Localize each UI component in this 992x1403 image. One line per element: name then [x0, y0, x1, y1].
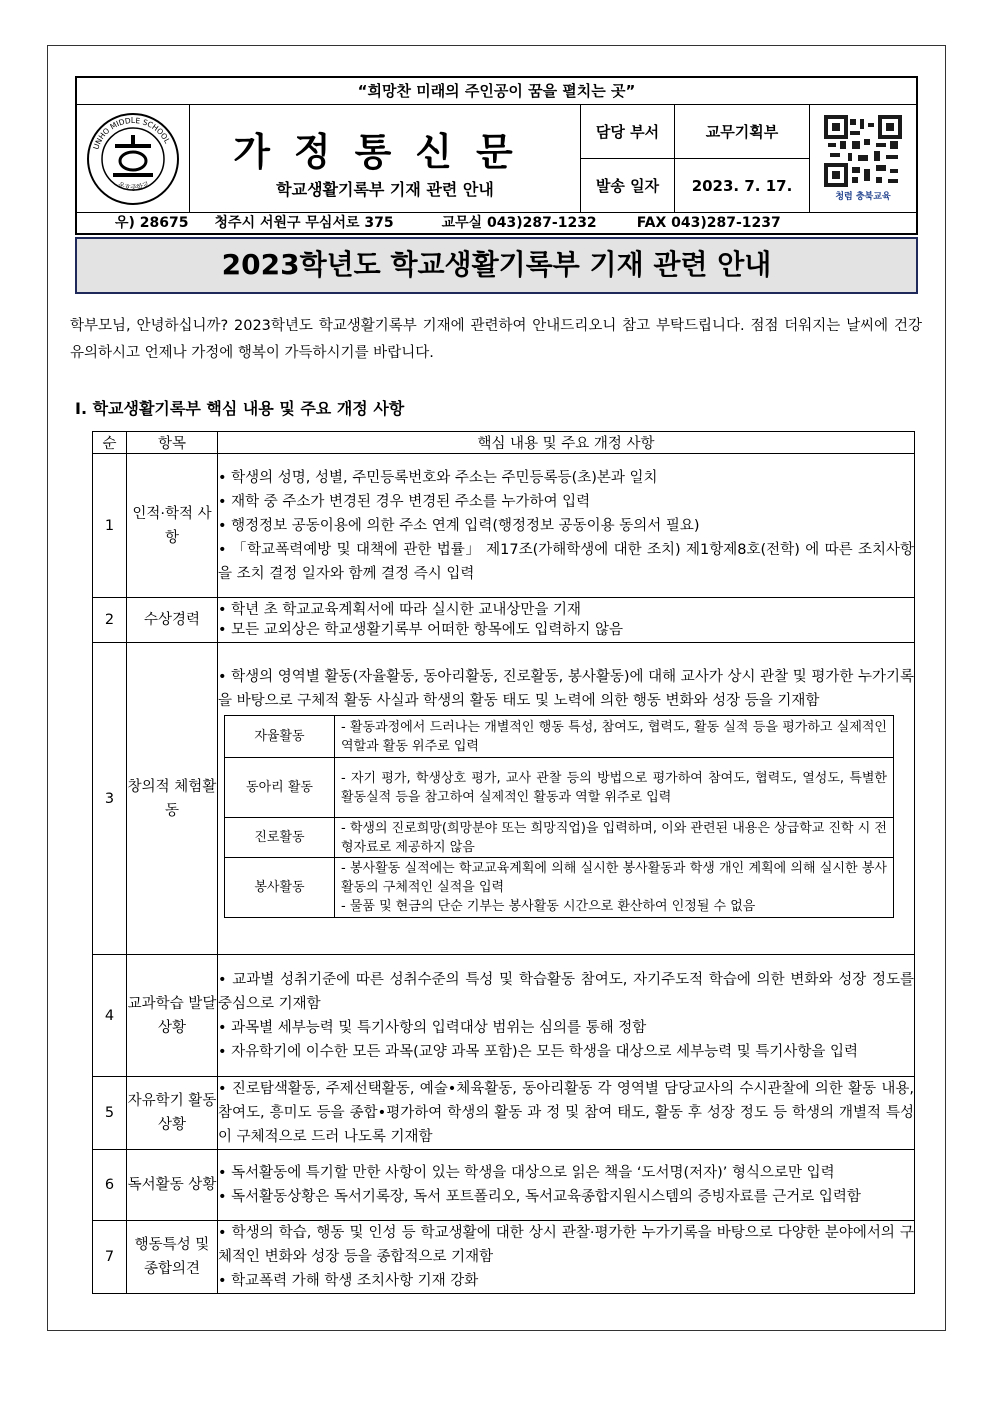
- table-row: [93, 1077, 915, 1150]
- bullet: • 학년 초 학교교육계획서에 따라 실시한 교내상만을 기재: [218, 602, 581, 618]
- street-address: 청주시 서원구 무심서로 375: [214, 215, 394, 231]
- table-row: [93, 598, 915, 643]
- bullet: • 학생의 영역별 활동(자율활동, 동아리활동, 진로활동, 봉사활동)에 대해 교사가 상시 관찰 및 평가한 누가기록을 바탕으로 구체적 활동 사실과 학생의 활동 태도 및 노력에 의한 행동 변화와 성장 등을 기재함: [218, 669, 914, 709]
- qr-caption: 청렴 충북교육: [835, 192, 891, 202]
- sub-value: - 학생의 진로희망(희망분야 또는 희망직업)을 입력하며, 이와 관련된 내용은 상급학교 진학 시 전형자료로 제공하지 않음: [335, 818, 894, 858]
- row-item: 인적·학적 사항: [127, 454, 218, 598]
- dept-value: 교무기획부: [705, 123, 779, 141]
- activity-subtable: [224, 715, 894, 918]
- bullet: • 재학 중 주소가 변경된 경우 변경된 주소를 누가하여 입력: [218, 493, 591, 510]
- row-num: 5: [93, 1077, 127, 1150]
- table-row: [93, 1221, 915, 1294]
- row-item: 자유학기 활동상황: [127, 1077, 218, 1150]
- sub-row: [225, 858, 894, 918]
- date-value: 2023. 7. 17.: [691, 176, 793, 195]
- row-item: 독서활동 상황: [127, 1150, 218, 1221]
- col-header-content: 핵심 내용 및 주요 개정 사항: [218, 432, 915, 454]
- qr-code-icon[interactable]: [824, 115, 902, 187]
- banner-title: 2023학년도 학교생활기록부 기재 관련 안내: [75, 237, 918, 294]
- row-num: 1: [93, 454, 127, 598]
- table-header-row: [93, 432, 915, 454]
- intro-paragraph: 학부모님, 안녕하십니까? 2023학년도 학교생활기록부 기재에 관련하여 안내드리오니 참고 부탁드립니다. 점점 더워지는 날씨에 건강 유의하시고 언제나 가정에 행복이 가득하시기를 바랍니다.: [70, 318, 922, 361]
- table-row: [93, 955, 915, 1077]
- row-content: [218, 454, 915, 598]
- sub-row: [225, 716, 894, 758]
- row-num: 4: [93, 955, 127, 1077]
- office-phone: 교무실 043)287-1232: [441, 215, 597, 231]
- sub-label: 봉사활동: [225, 858, 335, 918]
- school-emblem-icon: [85, 111, 181, 207]
- row-content: [218, 643, 915, 955]
- table-row: [93, 643, 915, 955]
- logo-bottom-text: 운호중학교: [116, 179, 151, 192]
- sub-value: - 자기 평가, 학생상호 평가, 교사 관찰 등의 방법으로 평가하여 참여도, 협력도, 열성도, 특별한 활동실적 등을 참고하여 실제적인 활동과 역할 위주로 입력: [335, 758, 894, 818]
- table-row: [93, 1150, 915, 1221]
- row-num: 7: [93, 1221, 127, 1294]
- bullet: • 진로탐색활동, 주제선택활동, 예술•체육활동, 동아리활동 각 영역별 담당교사의 수시관찰에 의한 활동 내용, 참여도, 흥미도 등을 종합•평가하여 학생의 활동 과 정 및 참여 태도, 활동 후 성장 정도 등 학생의 개별적 특성이 구체적으로 드러 나도록 기재함: [218, 1081, 914, 1145]
- bullet: • 학교폭력 가해 학생 조치사항 기재 강화: [218, 1273, 479, 1289]
- sub-row: [225, 758, 894, 818]
- row-content: [218, 1150, 915, 1221]
- row-item: 교과학습 발달상황: [127, 955, 218, 1077]
- row-num: 6: [93, 1150, 127, 1221]
- table-row: [93, 454, 915, 598]
- row-item: 수상경력: [127, 598, 218, 643]
- logo-ring-text: UNHO MIDDLE SCHOOL: [91, 115, 172, 151]
- bullet: • 자유학기에 이수한 모든 과목(교양 과목 포함)은 모든 학생을 대상으로 세부능력 및 특기사항을 입력: [218, 1043, 859, 1060]
- bullet: • 행정정보 공동이용에 의한 주소 연계 입력(행정정보 공동이용 동의서 필요): [218, 517, 700, 534]
- bullet: • 학생의 성명, 성별, 주민등록번호와 주소는 주민등록등(초)본과 일치: [218, 469, 658, 486]
- sub-label: 동아리 활동: [225, 758, 335, 818]
- dept-label: 담당 부서: [581, 105, 675, 158]
- slogan: “희망찬 미래의 주인공이 꿈을 펼치는 곳”: [77, 78, 916, 105]
- newsletter-subtitle: 학교생활기록부 기재 관련 안내: [276, 180, 494, 199]
- section-title: Ⅰ. 학교생활기록부 핵심 내용 및 주요 개정 사항: [75, 399, 405, 418]
- records-table: [92, 431, 915, 1294]
- sub-value-line: - 물품 및 현금의 단순 기부는 봉사활동 시간으로 환산하여 인정될 수 없음: [341, 899, 756, 914]
- row-num: 3: [93, 643, 127, 955]
- school-logo: [77, 105, 190, 212]
- sub-value: [335, 858, 894, 918]
- bullet: • 독서활동상황은 독서기록장, 독서 포트폴리오, 독서교육종합지원시스템의 증빙자료를 근거로 입력함: [218, 1189, 861, 1205]
- bullet: • 학생의 학습, 행동 및 인성 등 학교생활에 대한 상시 관찰·평가한 누가기록을 바탕으로 다양한 분야에서의 구체적인 변화와 성장 등을 종합적으로 기재함: [218, 1225, 914, 1265]
- newsletter-header: [75, 76, 918, 235]
- col-header-item: 항목: [127, 432, 218, 454]
- zip-code: 우) 28675: [115, 215, 189, 231]
- sub-value: - 활동과정에서 드러나는 개별적인 행동 특성, 참여도, 협력도, 활동 실적 등을 평가하고 실제적인 역할과 활동 위주로 입력: [335, 716, 894, 758]
- info-box: [581, 105, 810, 212]
- sub-label: 진로활동: [225, 818, 335, 858]
- row-num: 2: [93, 598, 127, 643]
- row-item: 창의적 체험활동: [127, 643, 218, 955]
- fax-number: FAX 043)287-1237: [636, 215, 781, 231]
- date-label: 발송 일자: [581, 159, 675, 212]
- row-content: [218, 955, 915, 1077]
- row-content: [218, 1221, 915, 1294]
- sub-value-line: - 봉사활동 실적에는 학교교육계획에 의해 실시한 봉사활동과 학생 개인 계획에 의해 실시한 봉사활동의 구체적인 실적을 입력: [341, 861, 887, 895]
- row-content: [218, 598, 915, 643]
- row-content: [218, 1077, 915, 1150]
- bullet: • 모든 교외상은 학교생활기록부 어떠한 항목에도 입력하지 않음: [218, 622, 623, 638]
- bullet: • 교과별 성취기준에 따른 성취수준의 특성 및 학습활동 참여도, 자기주도적 학습에 의한 변화와 성장 정도를 중심으로 기재함: [218, 971, 914, 1012]
- col-header-num: 순: [93, 432, 127, 454]
- row-item: 행동특성 및 종합의견: [127, 1221, 218, 1294]
- bullet: • 「학교폭력예방 및 대책에 관한 법률」 제17조(가해학생에 대한 조치) 제1항제8호(전학) 에 따른 조치사항을 조치 결정 일자와 함께 결정 즉시 입력: [218, 541, 914, 582]
- sub-row: [225, 818, 894, 858]
- bullet: • 과목별 세부능력 및 특기사항의 입력대상 범위는 심의를 통해 정함: [218, 1019, 647, 1036]
- newsletter-title: 가정통신문: [233, 129, 537, 174]
- address-bar: [77, 213, 916, 233]
- bullet: • 독서활동에 특기할 만한 사항이 있는 학생을 대상으로 읽은 책을 ‘도서명(저자)’ 형식으로만 입력: [218, 1165, 835, 1181]
- sub-label: 자율활동: [225, 716, 335, 758]
